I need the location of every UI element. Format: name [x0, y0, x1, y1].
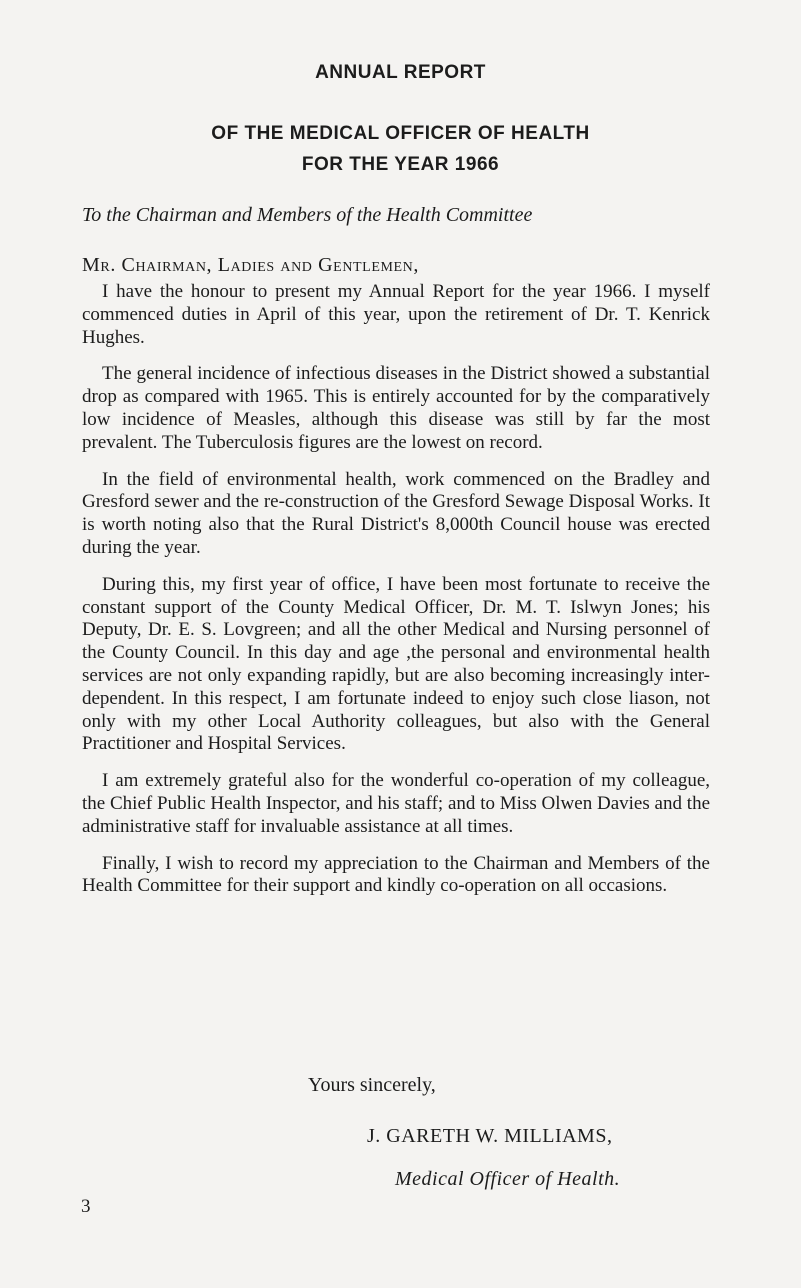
addressee: To the Chairman and Members of the Health Committee [82, 204, 533, 226]
paragraph-2: The general incidence of infectious diseases in the District showed a substantial drop as compared with 1965. This is entirely accounted for by the comparatively low incidence of Measles, although this disease was still by far the most prevalent. The Tuberculosis figures are the lowest on record. [82, 363, 710, 453]
closing: Yours sincerely, [308, 1074, 436, 1096]
signature-name: J. GARETH W. MILLIAMS, [367, 1125, 613, 1147]
paragraph-1: I have the honour to present my Annual Report for the year 1966. I myself commenced duties in April of this year, upon the retirement of Dr. T. Kenrick Hughes. [82, 281, 710, 348]
paragraph-6: Finally, I wish to record my appreciation to the Chairman and Members of the Health Committee for their support and kindly co-operation on all occasions. [82, 852, 710, 897]
paragraph-5: I am extremely grateful also for the wonderful co-operation of my colleague, the Chief Public Health Inspector, and his staff; and to Miss Olwen Davies and the administrative staff for invaluable assistance at all times. [82, 770, 710, 837]
letter-body [82, 281, 710, 912]
report-year: FOR THE YEAR 1966 [301, 154, 500, 175]
salutation: Mr. Chairman, Ladies and Gentlemen, [82, 254, 419, 276]
signature-title: Medical Officer of Health. [395, 1168, 621, 1190]
paragraph-4: During this, my first year of office, I have been most fortunate to receive the constant support of the County Medical Officer, Dr. M. T. Islwyn Jones; his Deputy, Dr. E. S. Lovgreen; and all the other Medical and Nursing personnel of the County Council. In this day and age ,the personal and environmental health services are not only expanding rapidly, but are also becoming increasingly inter-dependent. In this respect, I am fortunate indeed to enjoy such close liason, not only with my other Local Authority colleagues, but also with the General Practitioner and Hospital Services. [82, 573, 710, 755]
page-number: 3 [81, 1196, 91, 1217]
paragraph-3: In the field of environmental health, work commenced on the Bradley and Gresford sewer and the re-construction of the Gresford Sewage Disposal Works. It is worth noting also that the Rural District's 8,000th Council house was erected during the year. [82, 468, 710, 558]
report-subtitle: OF THE MEDICAL OFFICER OF HEALTH [211, 123, 590, 144]
report-title: ANNUAL REPORT [315, 62, 486, 83]
